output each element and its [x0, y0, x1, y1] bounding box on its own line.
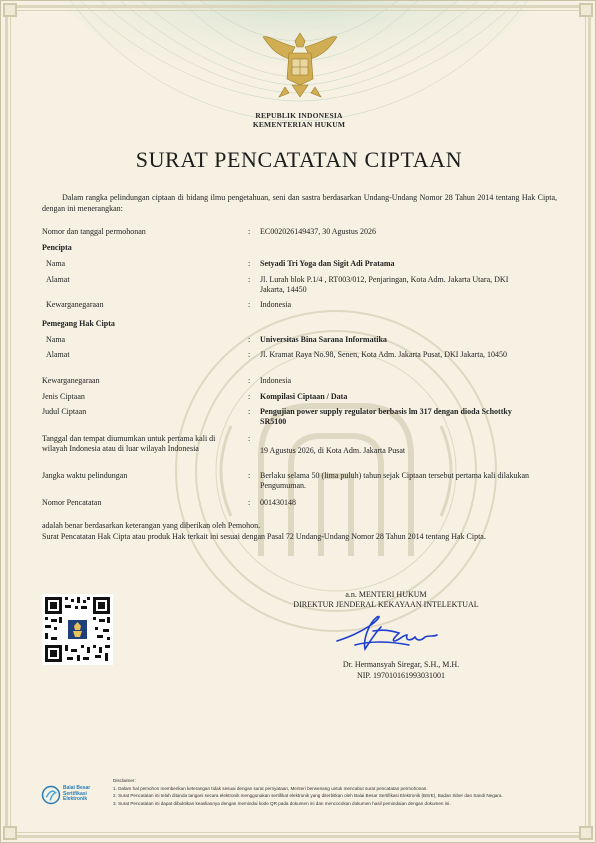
colon: :	[248, 275, 251, 284]
colon: :	[248, 376, 251, 385]
colon: :	[248, 300, 251, 309]
holder-name-label: Nama	[46, 335, 66, 344]
bsre-label	[63, 786, 90, 803]
colon: :	[248, 498, 251, 507]
signatory-nip: NIP. 197010161993031001	[356, 671, 445, 680]
colon: :	[248, 407, 251, 416]
creator-heading: Pencipta	[42, 243, 72, 252]
corner-ornament	[3, 3, 17, 17]
colon: :	[248, 392, 251, 401]
closing-statement: adalah benar berdasarkan keterangan yang diberikan oleh Pemohon.	[42, 521, 261, 530]
creator-address-label: Alamat	[46, 275, 70, 284]
disclaimer-heading: Disclaimer:	[113, 778, 136, 783]
colon: :	[248, 227, 251, 236]
intro-paragraph: Dalam rangka pelindungan ciptaan di bidang ilmu pengetahuan, seni dan sastra berdasarkan Undang-Undang Nomor 28 Tahun 2014 tentang Hak Cipta, dengan ini menerangkan:	[42, 193, 557, 213]
creator-address-value: Jl. Lurah blok P.1/4 , RT003/012, Penjaringan, Kota Adm. Jakarta Utara, DKI Jakarta, 14450	[260, 275, 509, 294]
record-number-label: Nomor Pencatatan	[42, 498, 102, 507]
bsre-logo-icon	[41, 785, 61, 805]
colon: :	[248, 434, 251, 443]
bsre-line2: Sertifikasi	[63, 790, 87, 797]
handwritten-signature	[329, 611, 449, 656]
application-label: Nomor dan tanggal permohonan	[42, 227, 146, 236]
bsre-line1: Balai Besar	[63, 785, 91, 791]
disclaimer-item: 2. Surat Pencatatan ini telah ditanda tangani secara elektronik menggunakan sertifikat elektronik yang diterbitkan oleh Balai Besar Sertifikasi Elektronik (BSrE), Badan Siber dan Sandi Negara.	[113, 793, 503, 799]
holder-nationality-value: Indonesia	[260, 376, 292, 385]
record-number-value: 001430148	[260, 498, 296, 507]
holder-address-value: Jl. Kramat Raya No.98, Senen, Kota Adm. Jakarta Pusat, DKI Jakarta, 10450	[260, 350, 508, 359]
corner-ornament	[579, 826, 593, 840]
header-ministry: KEMENTERIAN HUKUM	[252, 120, 346, 129]
signatory-name: Dr. Hermansyah Siregar, S.H., M.H.	[342, 660, 460, 669]
work-announce-label: Tanggal dan tempat diumumkan untuk pertama kali di wilayah Indonesia atau di luar wilayah Indonesia	[42, 434, 216, 453]
colon: :	[248, 471, 251, 480]
qr-code-icon[interactable]	[42, 594, 113, 665]
disclaimer-item: 3. Surat Pencatatan ini dapat dibuktikan keasliannya dengan memindai kode QR pada dokumen ini dan mencocokan dokumen hasil pemindaian dengan dokumen ini.	[113, 800, 451, 806]
colon: :	[248, 335, 251, 344]
work-title-value: Pengujian power supply regulator berbasis lm 317 dengan dioda Schottky SR5100	[260, 407, 512, 426]
header-republic: REPUBLIK INDONESIA	[255, 111, 343, 120]
signatory-position: DIREKTUR JENDERAL KEKAYAAN INTELEKTUAL	[293, 600, 479, 609]
bsre-line3: Elektronik	[63, 796, 88, 803]
work-type-label: Jenis Ciptaan	[42, 392, 85, 401]
work-duration-label: Jangka waktu pelindungan	[42, 471, 128, 480]
holder-name-value: Universitas Bina Sarana Informatika	[260, 335, 387, 344]
holder-nationality-label: Kewarganegaraan	[42, 376, 100, 385]
closing-legal-basis: Surat Pencatatan Hak Cipta atau produk Hak terkait ini sesuai dengan Pasal 72 Undang-Undang Nomor 28 Tahun 2014 tentang Hak Cipta.	[42, 532, 486, 541]
corner-ornament	[579, 3, 593, 17]
garuda-emblem-icon	[259, 27, 341, 103]
application-value: EC002026149437, 30 Agustus 2026	[260, 227, 377, 236]
work-title-label: Judul Ciptaan	[42, 407, 87, 416]
work-announce-value: 19 Agustus 2026, di Kota Adm. Jakarta Pusat	[260, 446, 406, 455]
signatory-on-behalf: a.n. MENTERI HUKUM	[345, 590, 427, 599]
corner-ornament	[3, 826, 17, 840]
colon: :	[248, 350, 251, 359]
work-duration-value: Berlaku selama 50 (lima puluh) tahun sejak Ciptaan tersebut pertama kali dilakukan Pengumuman.	[260, 471, 530, 490]
disclaimer	[113, 777, 563, 807]
holder-address-label: Alamat	[46, 350, 70, 359]
creator-name-label: Nama	[46, 259, 66, 268]
disclaimer-item: 1. Dalam hal pemohon memberikan keterangan tidak sesuai dengan surat pernyataan, Menteri berwenang untuk mencabut surat pencatatan permohonan.	[113, 785, 428, 791]
document-title: SURAT PENCATATAN CIPTAAN	[135, 147, 463, 172]
creator-name-value: Setyadi Tri Yoga dan Sigit Adi Pratama	[260, 259, 395, 268]
work-type-value: Kompilasi Ciptaan / Data	[260, 392, 348, 401]
colon: :	[248, 259, 251, 268]
creator-nationality-label: Kewarganegaraan	[46, 300, 104, 309]
creator-nationality-value: Indonesia	[260, 300, 292, 309]
holder-heading: Pemegang Hak Cipta	[42, 319, 115, 328]
